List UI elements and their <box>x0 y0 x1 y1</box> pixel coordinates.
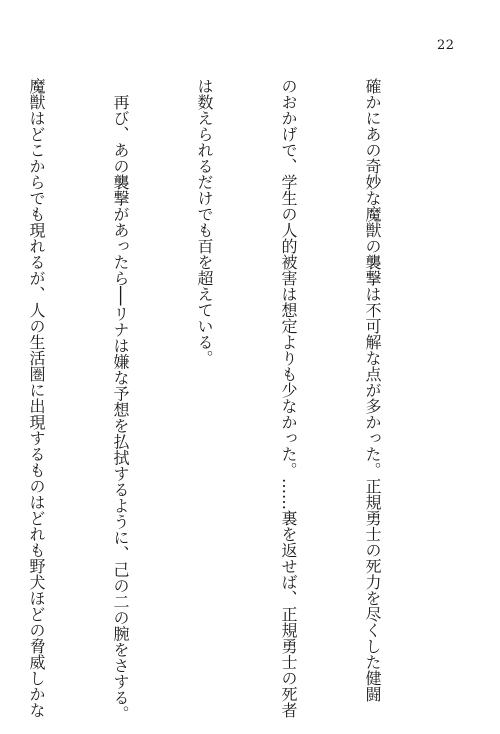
text-line: のおかげで、学生の人的被害は想定よりも少なかった。……裏を返せば、正規勇士の死者 <box>279 78 298 718</box>
text-line: は数えられるだけでも百を超えている。 <box>195 78 214 366</box>
text-line: 魔獣はどこからでも現れるが、人の生活圏に出現するものはどれも野犬ほどの脅威しかな <box>27 78 46 718</box>
text-line: 確かにあの奇妙な魔獣の襲撃は不可解な点が多かった。正規勇士の死力を尽くした健闘 <box>363 78 382 702</box>
text-line: 再び、あの襲撃があったら──リナは嫌な予想を払拭するように、己の二の腕をさする。 <box>111 78 130 722</box>
body-text <box>27 78 442 722</box>
page-number: 22 <box>437 38 455 53</box>
